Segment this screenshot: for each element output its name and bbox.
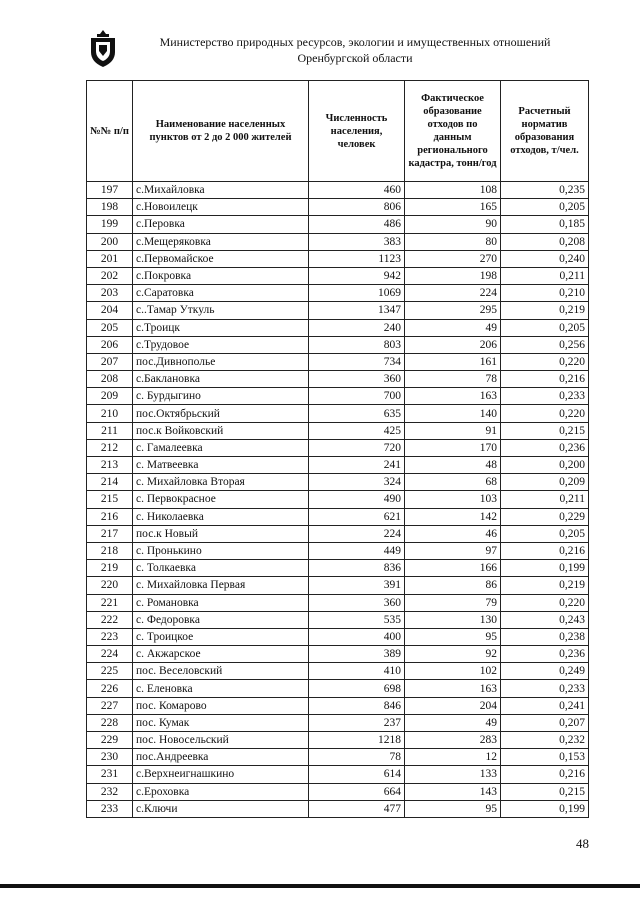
cell-number: 197	[87, 182, 133, 199]
cell-norm: 0,220	[501, 353, 589, 370]
cell-number: 226	[87, 680, 133, 697]
cell-actual-waste: 97	[405, 542, 501, 559]
table-row	[87, 663, 589, 680]
table-row	[87, 422, 589, 439]
cell-number: 202	[87, 267, 133, 284]
table-header-row	[87, 81, 589, 182]
cell-norm: 0,200	[501, 457, 589, 474]
cell-population: 78	[309, 749, 405, 766]
cell-population: 621	[309, 508, 405, 525]
table-row	[87, 508, 589, 525]
cell-norm: 0,243	[501, 611, 589, 628]
cell-population: 391	[309, 577, 405, 594]
cell-name: с.Первомайское	[133, 250, 309, 267]
cell-population: 836	[309, 560, 405, 577]
cell-population: 664	[309, 783, 405, 800]
cell-name: с. Федоровка	[133, 611, 309, 628]
cell-actual-waste: 166	[405, 560, 501, 577]
cell-name: пос.Дивнополье	[133, 353, 309, 370]
cell-name: пос.к Войковский	[133, 422, 309, 439]
cell-population: 400	[309, 628, 405, 645]
cell-population: 360	[309, 371, 405, 388]
cell-population: 803	[309, 336, 405, 353]
cell-norm: 0,215	[501, 422, 589, 439]
cell-name: с. Романовка	[133, 594, 309, 611]
cell-actual-waste: 103	[405, 491, 501, 508]
table-row	[87, 474, 589, 491]
cell-number: 215	[87, 491, 133, 508]
cell-norm: 0,233	[501, 680, 589, 697]
cell-norm: 0,235	[501, 182, 589, 199]
table-row	[87, 199, 589, 216]
cell-norm: 0,216	[501, 371, 589, 388]
cell-population: 324	[309, 474, 405, 491]
cell-actual-waste: 165	[405, 199, 501, 216]
cell-population: 224	[309, 525, 405, 542]
column-header-number: №№ п/п	[87, 81, 133, 182]
cell-norm: 0,241	[501, 697, 589, 714]
cell-actual-waste: 68	[405, 474, 501, 491]
cell-number: 214	[87, 474, 133, 491]
page-number: 48	[576, 836, 589, 851]
cell-norm: 0,199	[501, 560, 589, 577]
coat-of-arms-icon	[88, 28, 118, 68]
cell-population: 449	[309, 542, 405, 559]
cell-number: 207	[87, 353, 133, 370]
table-row	[87, 371, 589, 388]
cell-population: 389	[309, 646, 405, 663]
table-row	[87, 714, 589, 731]
cell-actual-waste: 79	[405, 594, 501, 611]
cell-name: с.Баклановка	[133, 371, 309, 388]
cell-actual-waste: 133	[405, 766, 501, 783]
table-row	[87, 525, 589, 542]
table-row	[87, 680, 589, 697]
cell-name: с. Николаевка	[133, 508, 309, 525]
cell-name: пос. Комарово	[133, 697, 309, 714]
table-row	[87, 405, 589, 422]
table-row	[87, 594, 589, 611]
cell-norm: 0,219	[501, 302, 589, 319]
cell-actual-waste: 295	[405, 302, 501, 319]
cell-name: с. Акжарское	[133, 646, 309, 663]
cell-actual-waste: 49	[405, 714, 501, 731]
cell-population: 425	[309, 422, 405, 439]
cell-population: 700	[309, 388, 405, 405]
cell-actual-waste: 91	[405, 422, 501, 439]
header-line-2: Оренбургской области	[297, 51, 413, 65]
table-row	[87, 353, 589, 370]
table-row	[87, 800, 589, 817]
cell-actual-waste: 95	[405, 628, 501, 645]
cell-number: 225	[87, 663, 133, 680]
cell-number: 228	[87, 714, 133, 731]
cell-population: 460	[309, 182, 405, 199]
cell-number: 198	[87, 199, 133, 216]
cell-population: 734	[309, 353, 405, 370]
table-row	[87, 749, 589, 766]
cell-norm: 0,153	[501, 749, 589, 766]
cell-number: 213	[87, 457, 133, 474]
table-row	[87, 697, 589, 714]
table-row	[87, 233, 589, 250]
cell-population: 1347	[309, 302, 405, 319]
cell-name: пос. Веселовский	[133, 663, 309, 680]
cell-population: 635	[309, 405, 405, 422]
cell-norm: 0,205	[501, 319, 589, 336]
cell-name: с.Верхнеигнашкино	[133, 766, 309, 783]
cell-population: 614	[309, 766, 405, 783]
cell-norm: 0,199	[501, 800, 589, 817]
table-row	[87, 302, 589, 319]
cell-number: 222	[87, 611, 133, 628]
cell-norm: 0,256	[501, 336, 589, 353]
cell-name: с.Ключи	[133, 800, 309, 817]
cell-actual-waste: 170	[405, 439, 501, 456]
cell-number: 233	[87, 800, 133, 817]
cell-norm: 0,209	[501, 474, 589, 491]
cell-population: 1123	[309, 250, 405, 267]
cell-actual-waste: 86	[405, 577, 501, 594]
cell-norm: 0,233	[501, 388, 589, 405]
cell-actual-waste: 206	[405, 336, 501, 353]
cell-population: 410	[309, 663, 405, 680]
cell-name: пос.к Новый	[133, 525, 309, 542]
cell-population: 383	[309, 233, 405, 250]
cell-number: 208	[87, 371, 133, 388]
cell-norm: 0,238	[501, 628, 589, 645]
cell-norm: 0,220	[501, 594, 589, 611]
cell-name: с. Михайловка Первая	[133, 577, 309, 594]
cell-number: 203	[87, 285, 133, 302]
cell-norm: 0,220	[501, 405, 589, 422]
table-row	[87, 457, 589, 474]
table-row	[87, 628, 589, 645]
column-header-name: Наименование населенных пунктов от 2 до 2 000 жителей	[133, 81, 309, 182]
cell-number: 211	[87, 422, 133, 439]
cell-number: 229	[87, 732, 133, 749]
settlements-table	[86, 80, 589, 818]
cell-number: 216	[87, 508, 133, 525]
cell-name: с. Толкаевка	[133, 560, 309, 577]
cell-norm: 0,205	[501, 525, 589, 542]
cell-number: 230	[87, 749, 133, 766]
cell-population: 806	[309, 199, 405, 216]
cell-actual-waste: 48	[405, 457, 501, 474]
cell-norm: 0,215	[501, 783, 589, 800]
table-row	[87, 336, 589, 353]
cell-actual-waste: 283	[405, 732, 501, 749]
cell-norm: 0,207	[501, 714, 589, 731]
cell-population: 846	[309, 697, 405, 714]
cell-norm: 0,211	[501, 267, 589, 284]
table-row	[87, 542, 589, 559]
cell-number: 221	[87, 594, 133, 611]
cell-number: 201	[87, 250, 133, 267]
cell-norm: 0,185	[501, 216, 589, 233]
cell-actual-waste: 80	[405, 233, 501, 250]
cell-population: 477	[309, 800, 405, 817]
cell-name: с.Саратовка	[133, 285, 309, 302]
cell-actual-waste: 140	[405, 405, 501, 422]
cell-actual-waste: 198	[405, 267, 501, 284]
column-header-norm: Расчетный норматив образования отходов, т/чел.	[501, 81, 589, 182]
cell-number: 219	[87, 560, 133, 577]
cell-actual-waste: 161	[405, 353, 501, 370]
cell-name: пос. Кумак	[133, 714, 309, 731]
cell-population: 1069	[309, 285, 405, 302]
cell-number: 210	[87, 405, 133, 422]
cell-number: 227	[87, 697, 133, 714]
table-row	[87, 766, 589, 783]
cell-name: с. Троицкое	[133, 628, 309, 645]
cell-norm: 0,236	[501, 439, 589, 456]
cell-population: 720	[309, 439, 405, 456]
cell-number: 212	[87, 439, 133, 456]
cell-actual-waste: 204	[405, 697, 501, 714]
cell-norm: 0,232	[501, 732, 589, 749]
cell-population: 942	[309, 267, 405, 284]
cell-number: 232	[87, 783, 133, 800]
cell-norm: 0,236	[501, 646, 589, 663]
cell-norm: 0,219	[501, 577, 589, 594]
cell-name: с.Михайловка	[133, 182, 309, 199]
cell-name: с.Перовка	[133, 216, 309, 233]
table-body	[87, 182, 589, 818]
cell-norm: 0,249	[501, 663, 589, 680]
cell-number: 220	[87, 577, 133, 594]
cell-name: с. Гамалеевка	[133, 439, 309, 456]
cell-actual-waste: 163	[405, 388, 501, 405]
cell-actual-waste: 143	[405, 783, 501, 800]
cell-norm: 0,210	[501, 285, 589, 302]
cell-number: 223	[87, 628, 133, 645]
cell-population: 241	[309, 457, 405, 474]
cell-name: с.Мещеряковка	[133, 233, 309, 250]
cell-number: 217	[87, 525, 133, 542]
cell-norm: 0,216	[501, 766, 589, 783]
cell-name: с. Михайловка Вторая	[133, 474, 309, 491]
cell-name: с. Первокрасное	[133, 491, 309, 508]
column-header-actual-waste: Фактическое образование отходов по данным регионального кадастра, тонн/год	[405, 81, 501, 182]
cell-actual-waste: 108	[405, 182, 501, 199]
table-row	[87, 491, 589, 508]
table-row	[87, 267, 589, 284]
table-row	[87, 646, 589, 663]
bottom-border	[0, 884, 640, 888]
cell-actual-waste: 102	[405, 663, 501, 680]
cell-number: 218	[87, 542, 133, 559]
cell-number: 200	[87, 233, 133, 250]
table-row	[87, 577, 589, 594]
cell-name: с. Бурдыгино	[133, 388, 309, 405]
cell-population: 486	[309, 216, 405, 233]
cell-population: 698	[309, 680, 405, 697]
table-row	[87, 216, 589, 233]
cell-name: с.Троицк	[133, 319, 309, 336]
cell-name: пос. Новосельский	[133, 732, 309, 749]
table-row	[87, 250, 589, 267]
cell-name: с.Трудовое	[133, 336, 309, 353]
cell-actual-waste: 163	[405, 680, 501, 697]
table-row	[87, 611, 589, 628]
cell-norm: 0,216	[501, 542, 589, 559]
table-row	[87, 783, 589, 800]
cell-name: с. Матвеевка	[133, 457, 309, 474]
cell-norm: 0,229	[501, 508, 589, 525]
table-row	[87, 285, 589, 302]
cell-population: 360	[309, 594, 405, 611]
cell-actual-waste: 142	[405, 508, 501, 525]
cell-population: 240	[309, 319, 405, 336]
cell-norm: 0,240	[501, 250, 589, 267]
cell-name: пос.Андреевка	[133, 749, 309, 766]
cell-number: 205	[87, 319, 133, 336]
cell-name: с. Еленовка	[133, 680, 309, 697]
cell-number: 206	[87, 336, 133, 353]
cell-name: с.Ероховка	[133, 783, 309, 800]
cell-name: с.Новоилецк	[133, 199, 309, 216]
table-row	[87, 182, 589, 199]
table-row	[87, 319, 589, 336]
cell-name: с..Тамар Уткуль	[133, 302, 309, 319]
cell-population: 237	[309, 714, 405, 731]
cell-actual-waste: 224	[405, 285, 501, 302]
table-row	[87, 439, 589, 456]
cell-number: 199	[87, 216, 133, 233]
cell-population: 535	[309, 611, 405, 628]
cell-number: 209	[87, 388, 133, 405]
cell-actual-waste: 12	[405, 749, 501, 766]
header-line-1: Министерство природных ресурсов, экологии и имущественных отношений	[159, 35, 551, 49]
cell-name: с. Пронькино	[133, 542, 309, 559]
cell-population: 1218	[309, 732, 405, 749]
cell-actual-waste: 270	[405, 250, 501, 267]
cell-actual-waste: 92	[405, 646, 501, 663]
cell-number: 224	[87, 646, 133, 663]
ministry-header	[130, 34, 580, 66]
cell-name: пос.Октябрьский	[133, 405, 309, 422]
cell-norm: 0,211	[501, 491, 589, 508]
cell-population: 490	[309, 491, 405, 508]
table-row	[87, 388, 589, 405]
cell-actual-waste: 90	[405, 216, 501, 233]
table-row	[87, 732, 589, 749]
cell-actual-waste: 130	[405, 611, 501, 628]
cell-name: с.Покровка	[133, 267, 309, 284]
cell-norm: 0,208	[501, 233, 589, 250]
cell-number: 204	[87, 302, 133, 319]
cell-number: 231	[87, 766, 133, 783]
table-row	[87, 560, 589, 577]
cell-actual-waste: 95	[405, 800, 501, 817]
cell-actual-waste: 49	[405, 319, 501, 336]
cell-actual-waste: 78	[405, 371, 501, 388]
column-header-population: Численность населения, человек	[309, 81, 405, 182]
cell-actual-waste: 46	[405, 525, 501, 542]
cell-norm: 0,205	[501, 199, 589, 216]
